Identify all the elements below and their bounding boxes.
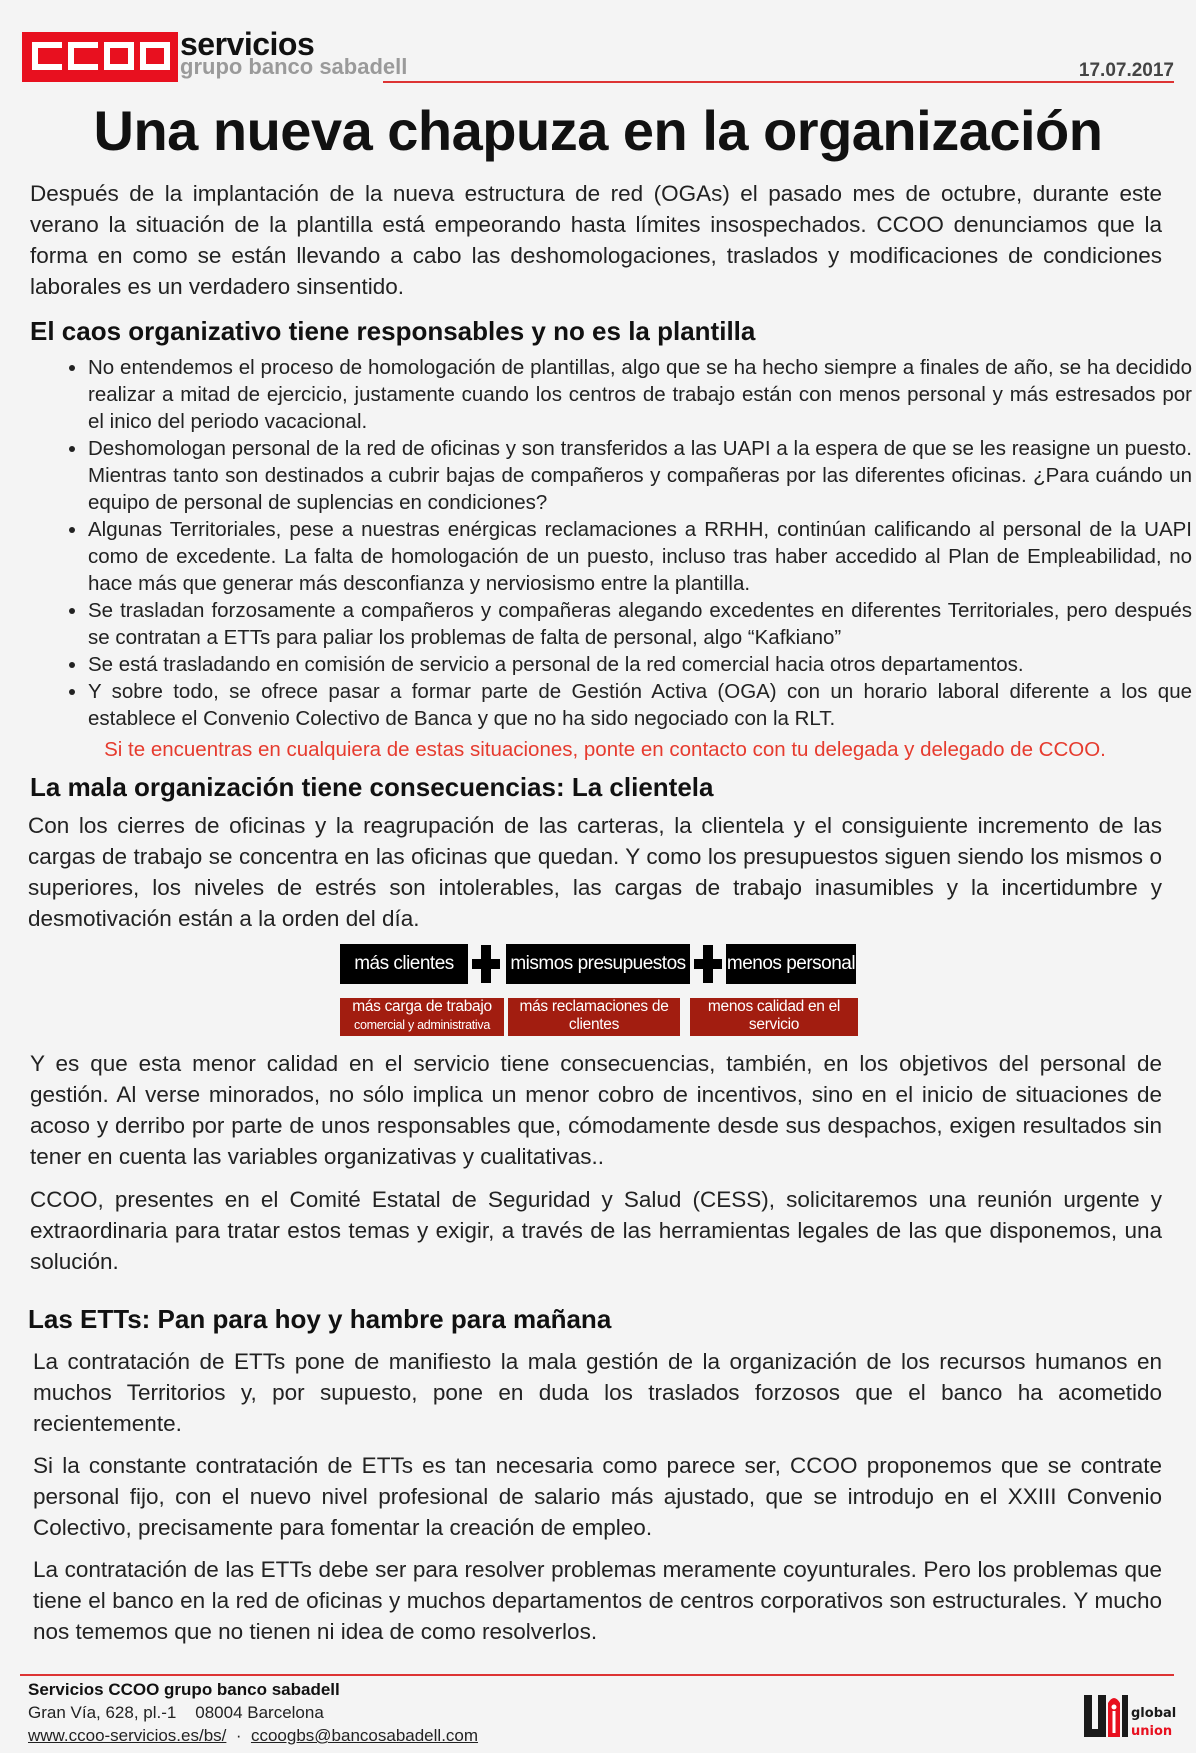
bullet-item: • No entendemos el proceso de homologación de plantillas, algo que se ha hecho siempre a finales de año, se ha decidido realizar a mitad de ejercicio, justamente cuando los centros de trabajo están con menos personal y más estresados por el inico del periodo vacacional. <box>88 354 1192 435</box>
page-title: Una nueva chapuza en la organización <box>93 99 1103 162</box>
section2-paragraph-3: CCOO, presentes en el Comité Estatal de Seguridad y Salud (CESS), solicitaremos una reunión urgente y extraordinaria para tratar estos temas y exigir, a través de las herramientas legales de las que disponemos, una solución. <box>30 1187 1162 1274</box>
uni-global-union-logo <box>1084 1693 1177 1741</box>
logo-letter-c2 <box>68 42 98 70</box>
result-box-calidad <box>690 998 858 1036</box>
bullet-item: • Deshomologan personal de la red de oficinas y son transferidos a las UAPI a la espera de que se les reasigne un puesto. Mientras tanto son destinados a cubrir bajas de compañeros y compañeras por las diferentes oficinas. ¿Para cuándo un equipo de personal de suplencias en condiciones? <box>88 435 1192 516</box>
plus-icon <box>472 944 500 984</box>
logo-letter-o1 <box>104 42 134 70</box>
bullet-item: • Se está trasladando en comisión de servicio a personal de la red comercial hacia otros departamentos. <box>88 651 1192 678</box>
section1-heading: El caos organizativo tiene responsables y no es la plantilla <box>30 316 756 346</box>
brand-main: servicios <box>180 26 315 62</box>
section3-paragraph-1: La contratación de ETTs pone de manifiesto la mala gestión de la organización de los recursos humanos en muchos Territorios y, por supuesto, pone en duda los traslados forzosos que el banco ha acometido recientemente. <box>33 1349 1162 1436</box>
header-divider <box>383 81 1174 83</box>
logo-letter-o2 <box>140 42 170 70</box>
result-line: comercial y administrativa <box>354 1018 490 1032</box>
uni-union-text: union <box>1131 1724 1173 1739</box>
uni-logo-bar <box>1084 1729 1106 1737</box>
intro-paragraph: Después de la implantación de la nueva estructura de red (OGAs) el pasado mes de octubre, durante este verano la situación de la plantilla está empeorando hasta límites insospechados. CCOO denunciamos que la forma en como se están llevando a cabo las deshomologaciones, traslados y modificaciones de condiciones laborales es un verdadero sinsentido. <box>30 181 1162 299</box>
result-box-carga <box>340 998 504 1036</box>
bullet-item: • Algunas Territoriales, pese a nuestras enérgicas reclamaciones a RRHH, continúan calificando al personal de la UAPI como de excedente. La falta de homologación de un puesto, incluso tras haber accedido al Plan de Empleabilidad, no hace más que generar más desconfianza y nerviosismo entre la plantilla. <box>88 516 1192 597</box>
section3-paragraph-3: La contratación de las ETTs debe ser para resolver problemas meramente coyunturales. Pero los problemas que tiene el banco en la red de oficinas y muchos departamentos de centros corporativos son estructurales. Y mucho nos tememos que no tienen ni idea de como resolverlos. <box>33 1557 1162 1644</box>
uni-global-text: global <box>1131 1706 1177 1721</box>
result-line: más carga de trabajo <box>352 998 492 1015</box>
uni-logo-figure-body <box>1113 1711 1116 1733</box>
section2-heading: La mala organización tiene consecuencias: La clientela <box>30 772 714 802</box>
link-separator: · <box>235 1726 242 1745</box>
result-line: clientes <box>568 1016 620 1033</box>
footer-address: Gran Vía, 628, pl.-1 08004 Barcelona <box>28 1703 324 1722</box>
uni-logo-bar <box>1122 1695 1128 1737</box>
footer-links <box>28 1726 478 1746</box>
ccoo-logo <box>22 32 178 82</box>
section2-paragraph-1: Con los cierres de oficinas y la reagrupación de las carteras, la clientela y el consiguiente incremento de las cargas de trabajo se concentra en las oficinas que quedan. Y como los presupuestos siguen siendo los mismos o superiores, los niveles de estrés son intolerables, las cargas de trabajo inasumibles y la incertidumbre y desmotivación están a la orden del día. <box>28 813 1162 931</box>
plus-icon <box>694 944 722 984</box>
footer-divider <box>20 1674 1174 1676</box>
section3-heading: Las ETTs: Pan para hoy y hambre para mañana <box>28 1304 612 1334</box>
section3-paragraph-2: Si la constante contratación de ETTs es tan necesaria como parece ser, CCOO proponemos que se contrate personal fijo, con el nuevo nivel profesional de salario más ajustado, que se introdujo en el XXIII Convenio Colectivo, precisamente para fomentar la creación de empleo. <box>33 1453 1162 1540</box>
section1-bullet-list <box>58 354 1192 732</box>
result-box-reclamaciones <box>508 998 680 1036</box>
result-line: servicio <box>748 1016 800 1033</box>
footer-title: Servicios CCOO grupo banco sabadell <box>28 1680 340 1699</box>
result-line: más reclamaciones de <box>519 998 669 1015</box>
bullet-item: • Y sobre todo, se ofrece pasar a formar parte de Gestión Activa (OGA) con un horario laboral diferente a los que establece el Convenio Colectivo de Banca y que no ha sido negociado con la RLT. <box>88 678 1192 732</box>
equation-term-personal: menos personal <box>726 944 856 984</box>
result-line: menos calidad en el <box>707 998 841 1015</box>
brand-sub: grupo banco sabadell <box>180 54 408 79</box>
contact-alert: Si te encuentras en cualquiera de estas situaciones, ponte en contacto con tu delegada y delegado de CCOO. <box>104 738 1106 761</box>
logo-letter-c1 <box>32 42 62 70</box>
section2-paragraph-2: Y es que esta menor calidad en el servicio tiene consecuencias, también, en los objetivos del personal de gestión. Al verse minorados, no sólo implica un menor cobro de incentivos, sino en el inicio de situaciones de acoso y derribo por parte de unos responsables que, cómodamente desde sus despachos, exigen resultados sin tener en cuenta las variables organizativas y cualitativas.. <box>30 1051 1162 1169</box>
document-date: 17.07.2017 <box>1078 60 1174 81</box>
equation-term-clientes: más clientes <box>340 944 468 984</box>
uni-logo-figure-head <box>1112 1705 1117 1710</box>
equation-term-presupuestos: mismos presupuestos <box>506 944 690 984</box>
website-link[interactable]: www.ccoo-servicios.es/bs/ <box>28 1726 227 1745</box>
email-link[interactable]: ccoogbs@bancosabadell.com <box>250 1726 479 1745</box>
bullet-item: • Se trasladan forzosamente a compañeros y compañeras alegando excedentes en diferentes Territoriales, pero después se contratan a ETTs para paliar los problemas de falta de personal, algo “Kafkiano” <box>88 597 1192 651</box>
